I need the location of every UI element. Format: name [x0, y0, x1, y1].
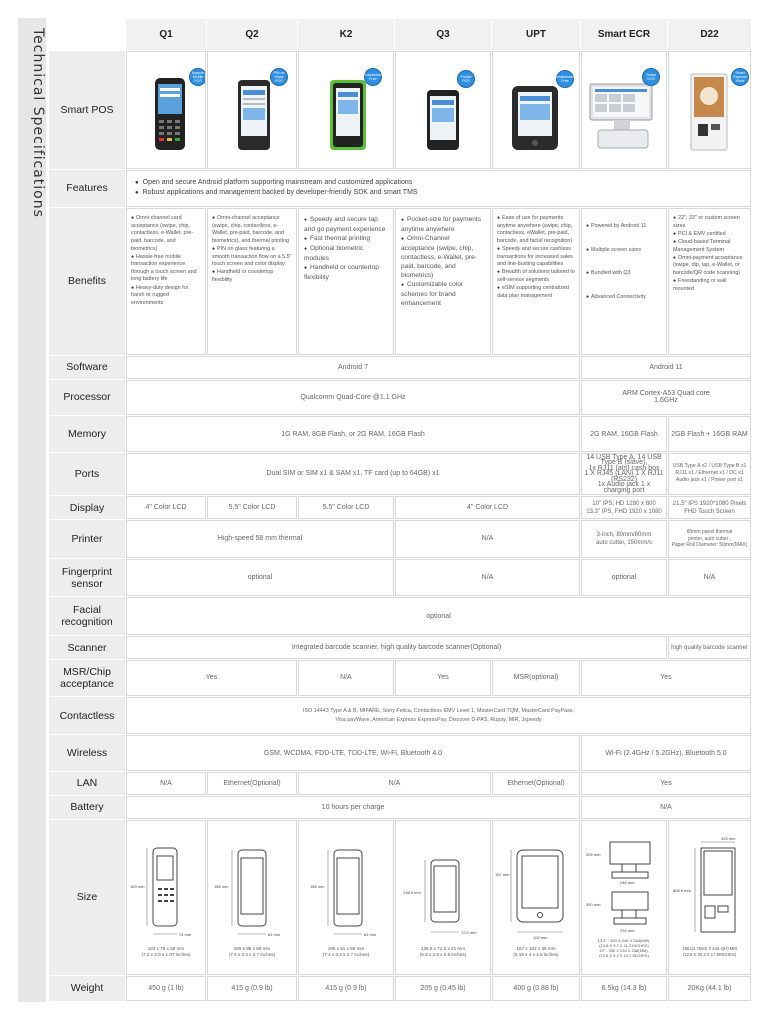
q1-dimension-drawing	[129, 836, 203, 944]
row-label-printer: Printer	[49, 520, 125, 558]
k2-height-label: 186 mm	[310, 884, 325, 890]
size-upt	[492, 820, 580, 975]
row-label-size: Size	[49, 820, 125, 975]
d22-height-label: 806.6 mm	[673, 888, 691, 894]
benefit-item: ● Speedy and secure tap and go payment experience	[304, 215, 388, 234]
benefit-item: ● PIN on glass featuring a smooth transaction flow on a 5.5" touch screen and color display	[212, 246, 292, 269]
k2-badge: Connection Free	[364, 68, 382, 86]
size-q2	[207, 820, 297, 975]
benefit-item: ● Powered by Android 11	[586, 215, 662, 238]
ecr-size-caption: (13.8 X 9.2 X 10.2 INCHES)	[599, 953, 649, 959]
lan-upt: Ethernet(Optional)	[492, 772, 580, 795]
contactless-cell	[126, 697, 751, 735]
row-label-battery: Battery	[49, 796, 125, 819]
q2-dimension-drawing	[212, 836, 292, 944]
row-label-features: Features	[49, 170, 125, 208]
printer-a: High-speed 58 mm thermal	[126, 520, 394, 558]
row-label-weight: Weight	[49, 976, 125, 1001]
weight-upt: 400 g (0.88 lb)	[492, 976, 580, 1001]
q3-dimension-drawing	[401, 836, 485, 944]
benefit-item: ● Handheld or countertop flexibility	[304, 263, 388, 282]
display-k2: 5.5" Color LCD	[298, 496, 394, 519]
memory-smart-ecr: 2G RAM, 16GB Flash	[581, 416, 667, 452]
d22-badge: Smart Payment Kiosk	[731, 68, 749, 86]
device-upt	[492, 51, 580, 168]
benefits-d22	[668, 208, 751, 354]
q3-size-caption: 136.5 x 72.5 x 21 mm	[420, 946, 466, 952]
d22-size-caption: 1651(1 7500) X 446.4(H) MM	[682, 946, 737, 952]
lan-q1: N/A	[126, 772, 206, 795]
benefit-item: ● Freestanding or wall mounted	[673, 278, 746, 293]
benefit-item: ● Handheld or countertop flexibility	[212, 269, 292, 284]
d22-width-label: 325 mm	[721, 836, 736, 842]
printer-line: printer, auto cutter ,	[687, 535, 732, 542]
lan-q2: Ethernet(Optional)	[207, 772, 297, 795]
d22-dimension-drawing	[671, 836, 751, 944]
lan-k2-q3: N/A	[298, 772, 491, 795]
display-line: 13.3" IPS, FHD 1920 x 1080	[586, 508, 662, 515]
upt-badge: Unattended Free	[556, 70, 574, 88]
spec-table	[48, 18, 752, 1002]
battery-b: N/A	[581, 796, 751, 819]
msr-k2: N/A	[298, 660, 394, 696]
device-q2	[207, 51, 297, 168]
q1-width-label: 74 mm	[179, 932, 192, 938]
device-smart-ecr	[581, 51, 667, 168]
printer-line: 3-inch, 80mm/80mm	[596, 531, 652, 538]
msr-upt: MSR(optional)	[492, 660, 580, 696]
software-android11: Android 11	[581, 356, 751, 379]
model-header-q1: Q1	[126, 19, 206, 50]
ports-a: Dual SIM or SIM x1 & SAM x1, TF card (up to 64GB) x1	[126, 453, 580, 495]
printer-line: auto cutter, 150mm/s	[595, 539, 653, 546]
msr-q3: Yes	[395, 660, 491, 696]
k2-width-label: 81 mm	[364, 932, 377, 938]
row-label-memory: Memory	[49, 416, 125, 452]
processor-b-line2: 1.6GHz	[654, 397, 678, 405]
side-panel	[18, 18, 46, 1002]
ports-line: USB Type A x2 / USB Type B x1	[672, 463, 747, 470]
benefit-item: ● Customizable color schemes for brand enhancement	[401, 280, 485, 308]
upt-dimension-drawing	[495, 836, 579, 944]
wireless-a: GSM, WCDMA, FDD-LTE, TDD-LTE, Wi-Fi, Bluetooth 4.0	[126, 735, 580, 771]
row-label-wireless: Wireless	[49, 735, 125, 771]
benefit-item: ● Speedy and secure cashless transactions for increased sales and line-busting capabilities	[497, 246, 575, 269]
contactless-line: ISO 14443 Type A & B, MIFARE, Sony Felica, Contactless EMV Level 1, MasterCard TQM, MasterCard PayPass,	[303, 707, 574, 714]
processor-a: Qualcomm Quad-Core @1.1 GHz	[126, 380, 580, 416]
smart-ecr-dimension-drawing	[584, 836, 664, 936]
q1-size-caption-inches: (7.2 x 3.0 x 1.07 inches)	[141, 952, 191, 958]
display-q3-upt: 4" Color LCD	[395, 496, 580, 519]
msr-b: Yes	[581, 660, 751, 696]
corner-cell	[49, 19, 125, 50]
memory-d22: 2GB Flash + 16GB RAM	[668, 416, 751, 452]
row-label-benefits: Benefits	[49, 208, 125, 354]
ecr-size-caption: 10" : 350 X 234 X 258(MM),	[599, 948, 649, 954]
model-header-q3: Q3	[395, 19, 491, 50]
q2-size-caption: 186 x 85 x 69 mm	[233, 946, 271, 952]
row-label-smart-pos: Smart POS	[49, 51, 125, 168]
size-q3	[395, 820, 491, 975]
printer-d22	[668, 520, 751, 558]
feature-item: ● Open and secure Android platform supporting mainstream and customized applications	[135, 178, 742, 188]
row-label-scanner: Scanner	[49, 636, 125, 659]
ports-line: RJ11 x1 / Ethernet x1 / DC x1	[675, 470, 744, 477]
ecr-size-caption: (13.8 X 9.7 X 11.2 INCHES)	[599, 943, 649, 949]
benefit-item: ● Optional biometric modules	[304, 244, 388, 263]
row-label-contactless: Contactless	[49, 697, 125, 735]
upt-size-caption: 157 x 102 x 38 mm	[516, 946, 556, 952]
benefit-item: ● 22", 33" or custom screen sizes	[673, 215, 746, 230]
ecr-height1-label: 326 mm	[586, 852, 601, 858]
device-d22	[668, 51, 751, 168]
row-label-software: Software	[49, 356, 125, 379]
row-label-ports: Ports	[49, 453, 125, 495]
contactless-line: Visa payWave, American Express ExpressPay, Discover D-PAS, Rupay, MIR, Jspeedy	[335, 716, 542, 723]
benefit-item: ● Pocket-size for payments anytime anywhere	[401, 215, 485, 234]
upt-size-caption-inches: (6.18 x 4 x 1.5 inches)	[513, 952, 559, 958]
row-label-msr: MSR/Chip acceptance	[49, 660, 125, 696]
ports-line: 1 X RJ45 (LAN) 1 X RJ11 (RS232)	[584, 470, 664, 483]
q2-height-label: 186 mm	[214, 884, 229, 890]
size-d22	[668, 820, 751, 975]
ports-line: 1x RJ11 (ats) cash box	[588, 464, 660, 472]
facial-a: optional	[126, 597, 751, 635]
d22-size-caption-inches: (12.6 X 20.3 X 17.6INCHES)	[682, 952, 737, 958]
printer-smart-ecr	[581, 520, 667, 558]
ports-smart-ecr	[581, 453, 667, 495]
weight-q3: 205 g (0.45 lb)	[395, 976, 491, 1001]
k2-size-caption-inches: (7.4 x 3.2 x 2.7 inches)	[322, 952, 370, 958]
benefits-upt	[492, 208, 580, 354]
display-d22	[668, 496, 751, 519]
display-q2: 5.5" Color LCD	[207, 496, 297, 519]
printer-line: Paper Roll Diameter: 50mm(MAX)	[671, 542, 748, 549]
model-header-q2: Q2	[207, 19, 297, 50]
model-header-k2: K2	[298, 19, 394, 50]
display-line: 10" IPS, HD 1280 x 800	[592, 500, 656, 507]
feature-item: ● Robust applications and management backed by developer-friendly SDK and smart TMS	[135, 188, 742, 198]
weight-q1: 450 g (1 lb)	[126, 976, 206, 1001]
q1-height-label: 163 mm	[130, 884, 145, 890]
battery-a: 10 hours per charge	[126, 796, 580, 819]
printer-line: 80mm panel thermal	[686, 529, 733, 536]
msr-q1-q2: Yes	[126, 660, 297, 696]
q3-size-caption-inches: (5.3 x 2.8 x 0.8 inches)	[419, 952, 467, 958]
k2-dimension-drawing	[306, 836, 386, 944]
size-k2	[298, 820, 394, 975]
upt-width-label: 102 mm	[533, 935, 548, 941]
benefit-item: ● Hassle-free mobile transaction experience through a touch screen and long battery life	[131, 254, 201, 284]
benefits-q2	[207, 208, 297, 354]
fingerprint-smart-ecr: optional	[581, 559, 667, 597]
benefit-item: ● PCI & EMV certified	[673, 231, 746, 239]
software-android7: Android 7	[126, 356, 580, 379]
row-label-display: Display	[49, 496, 125, 519]
weight-k2: 415 g (0.9 lb)	[298, 976, 394, 1001]
ports-line: 14 USB Type A, 14 USB Type B (slave),	[586, 453, 662, 467]
processor-b-line1: ARM Cortex-A53 Quad core	[622, 390, 710, 398]
benefits-q3	[395, 208, 491, 354]
weight-q2: 415 g (0.9 lb)	[207, 976, 297, 1001]
benefit-item: ● Heavy-duty design for harsh or rugged environments	[131, 285, 201, 308]
printer-b: N/A	[395, 520, 580, 558]
scanner-a: Integrated barcode scanner, high quality barcode scanner(Optional)	[126, 636, 667, 659]
benefit-item: ● Cloud-based Terminal Management System	[673, 239, 746, 254]
benefits-k2	[298, 208, 394, 354]
display-q1: 4" Color LCD	[126, 496, 206, 519]
memory-a: 1G RAM, 8GB Flash, or 2G RAM, 16GB Flash	[126, 416, 580, 452]
row-label-fingerprint: Fingerprint sensor	[49, 559, 125, 597]
display-smart-ecr	[581, 496, 667, 519]
q2-badge: PIN on Glass POS	[270, 68, 288, 86]
benefit-item: ● Omni-channel card acceptance (swipe, chip, contactless, e-Wallet, pre-paid, barcode, and biometrics)	[131, 215, 201, 253]
model-header-upt: UPT	[492, 19, 580, 50]
ports-d22	[668, 453, 751, 495]
benefit-item: ● Fast thermal printing	[304, 234, 388, 244]
benefit-item: ● Omni-payment acceptance (swipe, dip, tap, e-Wallet, or barcode/QR code scanning)	[673, 255, 746, 278]
benefit-item: ● Advanced Connectivity	[586, 286, 662, 309]
features-cell	[126, 170, 751, 208]
ports-line: 1x Audio jack 1 x charging port	[597, 481, 651, 494]
ports-line: Audio jack x1 / Power port x1	[675, 477, 744, 484]
wireless-b: Wi-Fi (2.4GHz / 5.2GHz), Bluetooth 5.0	[581, 735, 751, 771]
q3-height-label: 136.5 mm	[403, 890, 421, 896]
row-label-lan: LAN	[49, 772, 125, 795]
q3-width-label: 72.5 mm	[461, 930, 477, 936]
q1-size-caption: 183 x 76 x 58 mm	[147, 946, 185, 952]
q2-size-caption-inches: (7.4 x 3.3 x 2.7 inches)	[228, 952, 276, 958]
benefit-item: ● eSIM supporting centralized data plan management	[497, 285, 575, 300]
smart-ecr-badge: Smart ECR	[642, 68, 660, 86]
device-q3	[395, 51, 491, 168]
device-k2	[298, 51, 394, 168]
processor-b	[581, 380, 751, 416]
device-q1	[126, 51, 206, 168]
fingerprint-a: optional	[126, 559, 394, 597]
q3-badge: Pocket POS	[457, 70, 475, 88]
benefits-smart-ecr	[581, 208, 667, 354]
display-line: FHD Touch Screen	[684, 508, 735, 515]
benefit-item: ● Bundled with Q3	[586, 262, 662, 285]
q2-width-label: 81 mm	[268, 932, 281, 938]
ecr-height2-label: 350 mm	[586, 902, 601, 908]
benefit-item: ● Breadth of solutions tailored to self-service segments	[497, 269, 575, 284]
benefit-item: ● Omni-channel acceptance (swipe, chip, contactless, e-Wallet, pre-paid, barcode, and biometrics), and thermal printing	[212, 215, 292, 245]
q1-badge: Support Mobile POS	[189, 68, 206, 86]
row-label-facial: Facial recognition	[49, 597, 125, 635]
benefit-item: ● Multiple screen sizes	[586, 239, 662, 262]
size-smart-ecr	[581, 820, 667, 975]
benefit-item: ● Ease of use for payments anytime anywhere (swipe, chip, contactless, eWallet, pre-paid, barcode, and facial recognition)	[497, 215, 575, 245]
row-label-processor: Processor	[49, 380, 125, 416]
ecr-size-caption: 13.3" : 350 X 246 X 284(MM),	[597, 938, 651, 944]
size-q1	[126, 820, 206, 975]
benefits-q1	[126, 208, 206, 354]
display-line: 21.5" IPS 1920*1080 Pixels	[672, 500, 747, 507]
model-header-d22: D22	[668, 19, 751, 50]
side-title: Technical Specifications	[30, 28, 46, 218]
weight-smart-ecr: 6.5kg (14.3 lb)	[581, 976, 667, 1001]
fingerprint-b: N/A	[395, 559, 580, 597]
model-header-smart-ecr: Smart ECR	[581, 19, 667, 50]
ecr-width2-label: 234 mm	[620, 928, 635, 934]
weight-d22: 20Kg (44.1 lb)	[668, 976, 751, 1001]
k2-size-caption: 186 x 81 x 69 mm	[327, 946, 365, 952]
benefit-item: ● Omni-Channel acceptance (swipe, chip, contactless, e-Wallet, pre-paid, barcode, and biometrics)	[401, 234, 485, 280]
upt-height-label: 157 mm	[495, 872, 510, 878]
fingerprint-d22: N/A	[668, 559, 751, 597]
scanner-d22: high quality barcode scanner	[668, 636, 751, 659]
lan-b: Yes	[581, 772, 751, 795]
ecr-width1-label: 246 mm	[620, 880, 635, 886]
